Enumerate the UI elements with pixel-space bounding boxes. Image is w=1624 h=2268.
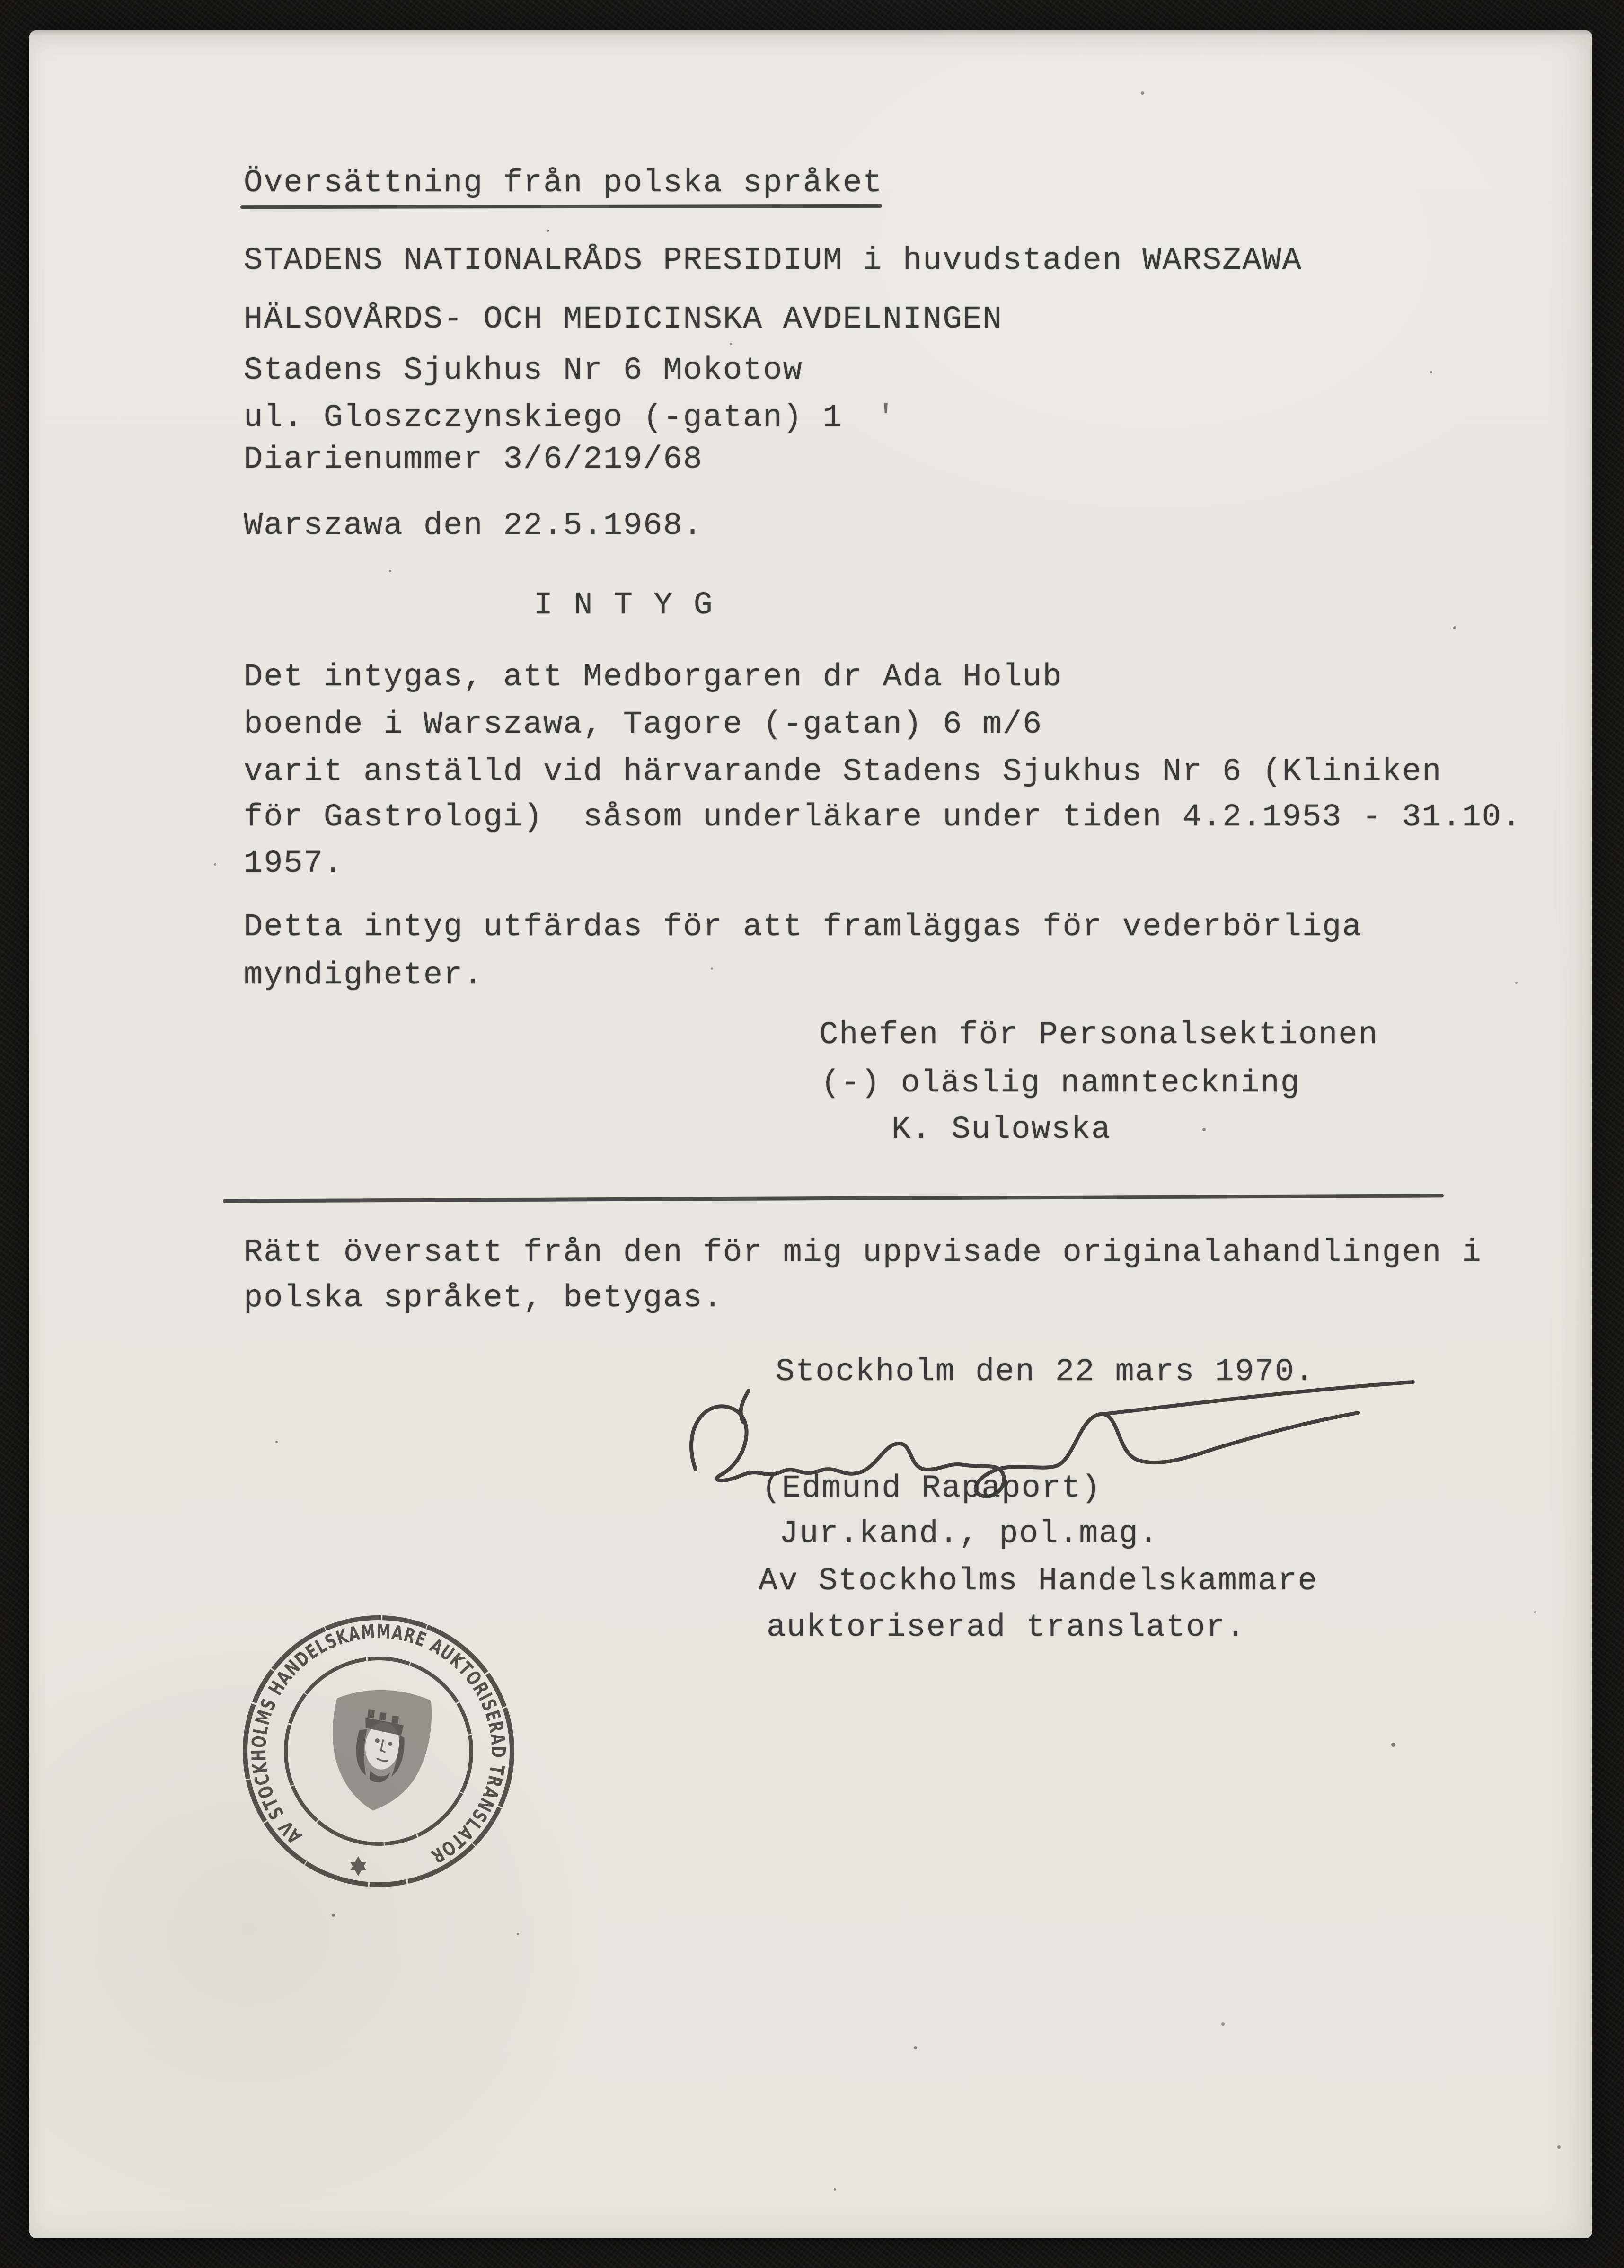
letterhead-department: HÄLSOVÅRDS- OCH MEDICINSKA AVDELNINGEN xyxy=(244,301,1003,337)
letterhead-file-number: Diarienummer 3/6/219/68 xyxy=(244,442,703,478)
body-line-5: 1957. xyxy=(244,846,344,882)
body-line-4: för Gastrologi) såsom underläkare under tiden 4.2.1953 - 31.10. xyxy=(244,799,1522,835)
signatory-note: (-) oläslig namnteckning xyxy=(821,1065,1300,1101)
letterhead-hospital: Stadens Sjukhus Nr 6 Mokotow xyxy=(244,353,803,389)
signatory-name: K. Sulowska xyxy=(891,1112,1112,1148)
stamp-coat-of-arms xyxy=(324,1685,434,1816)
stray-pen-tick: ' xyxy=(876,400,897,436)
dateline: Warszawa den 22.5.1968. xyxy=(244,508,703,544)
place-date: Stockholm den 22 mars 1970. xyxy=(776,1354,1315,1390)
translation-note: Översättning från polska språket xyxy=(244,165,883,201)
stamp-ring-text: AV STOCKHOLMS HANDELSKAMMARE AUKTORISERAD TRANSLATOR xyxy=(247,1619,510,1870)
letterhead-authority: STADENS NATIONALRÅDS PRESIDIUM i huvudstaden WARSZAWA xyxy=(244,243,1302,279)
document-paper xyxy=(29,30,1592,2238)
body-line-2: boende i Warszawa, Tagore (-gatan) 6 m/6 xyxy=(244,707,1043,743)
body-line-1: Det intygas, att Medborgaren dr Ada Holub xyxy=(244,659,1063,695)
translator-credentials: Jur.kand., pol.mag. xyxy=(779,1516,1159,1552)
letterhead-street: ul. Gloszczynskiego (-gatan) 1 xyxy=(244,400,843,436)
section-divider xyxy=(223,1194,1444,1203)
closing-line-2: myndigheter. xyxy=(244,957,484,993)
attestation-line-2: polska språket, betygas. xyxy=(244,1280,723,1316)
signature-underline-stroke xyxy=(1103,1382,1413,1414)
notary-stamp xyxy=(232,1604,525,1898)
translator-signature-name: (Edmund Rapaport) xyxy=(762,1471,1102,1506)
attestation-line-1: Rätt översatt från den för mig uppvisade originalahandlingen i xyxy=(244,1235,1482,1271)
translator-authorization-2: auktoriserad translator. xyxy=(767,1610,1246,1646)
stamp-star-icon xyxy=(350,1856,366,1876)
body-line-3: varit anställd vid härvarande Stadens Sjukhus Nr 6 (Kliniken xyxy=(244,754,1442,790)
translator-authorization-1: Av Stockholms Handelskammare xyxy=(759,1563,1318,1599)
signatory-title: Chefen för Personalsektionen xyxy=(819,1017,1378,1053)
translation-note-underline xyxy=(240,204,882,209)
certificate-heading: I N T Y G xyxy=(534,587,714,623)
paper-specks xyxy=(547,230,549,232)
closing-line-1: Detta intyg utfärdas för att framläggas för vederbörliga xyxy=(244,909,1362,945)
